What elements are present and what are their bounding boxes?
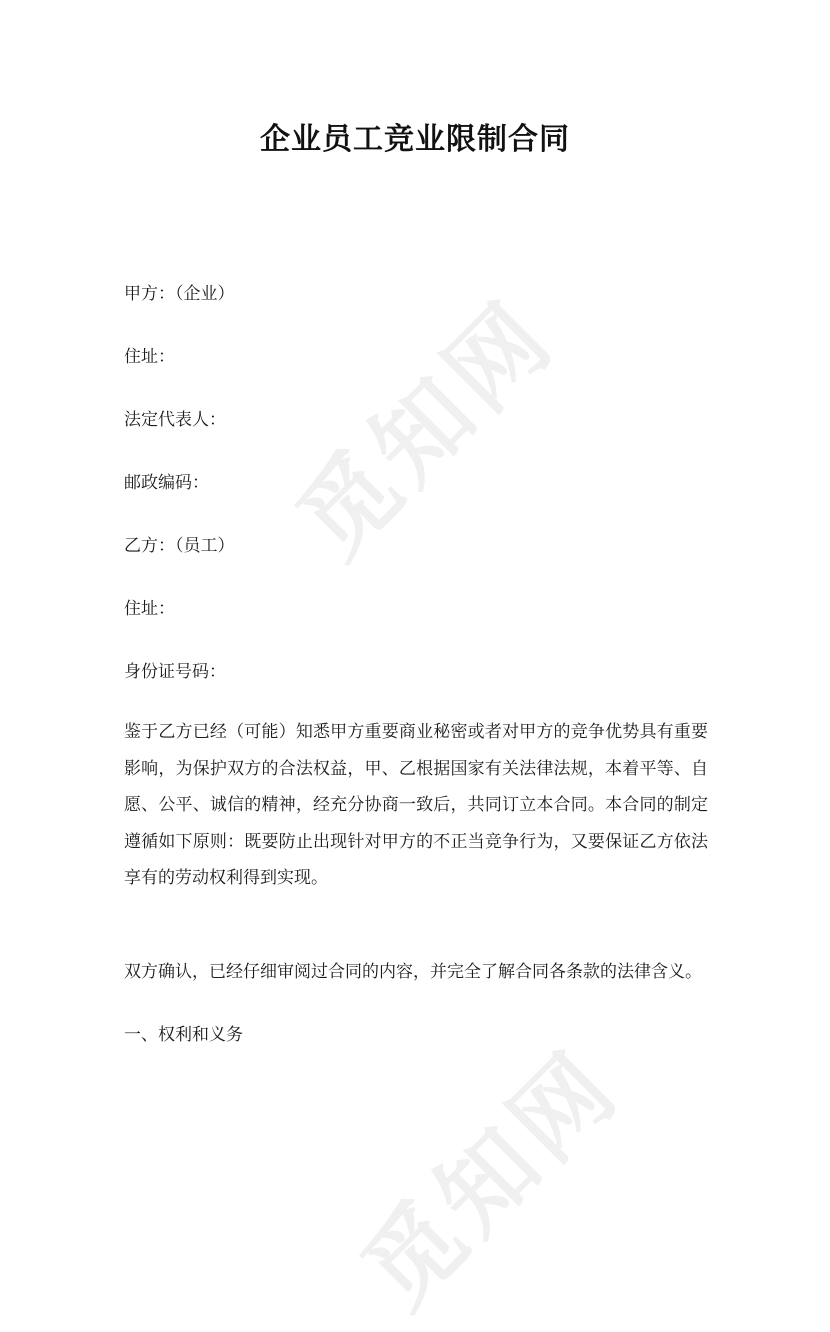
watermark: 觅知网 [275,278,577,579]
party-a-address-label: 住址： [124,347,175,367]
party-b-address-label: 住址： [124,599,175,619]
postal-code-label: 邮政编码： [124,473,209,493]
party-b-label: 乙方：（员工） [124,536,235,556]
id-number-label: 身份证号码： [124,662,226,682]
legal-representative-label: 法定代表人： [124,410,226,430]
document-title: 企业员工竞业限制合同 [260,122,570,157]
section-heading: 一、权利和义务 [124,1025,243,1045]
party-a-label: 甲方：（企业） [124,284,235,304]
watermark-bottom: 觅知网 [340,1028,642,1329]
preamble-paragraph: 鉴于乙方已经（可能）知悉甲方重要商业秘密或者对甲方的竞争优势具有重要影响，为保护双方的合法权益，甲、乙根据国家有关法律法规，本着平等、自愿、公平、诚信的精神，经充分协商一致后，共同订立本合同。本合同的制定遵循如下原则：既要防止出现针对甲方的不正当竞争行为，又要保证乙方依法享有的劳动权利得到实现。 [124,722,708,888]
confirmation-paragraph: 双方确认，已经仔细审阅过合同的内容，并完全了解合同各条款的法律含义。 [124,962,702,982]
